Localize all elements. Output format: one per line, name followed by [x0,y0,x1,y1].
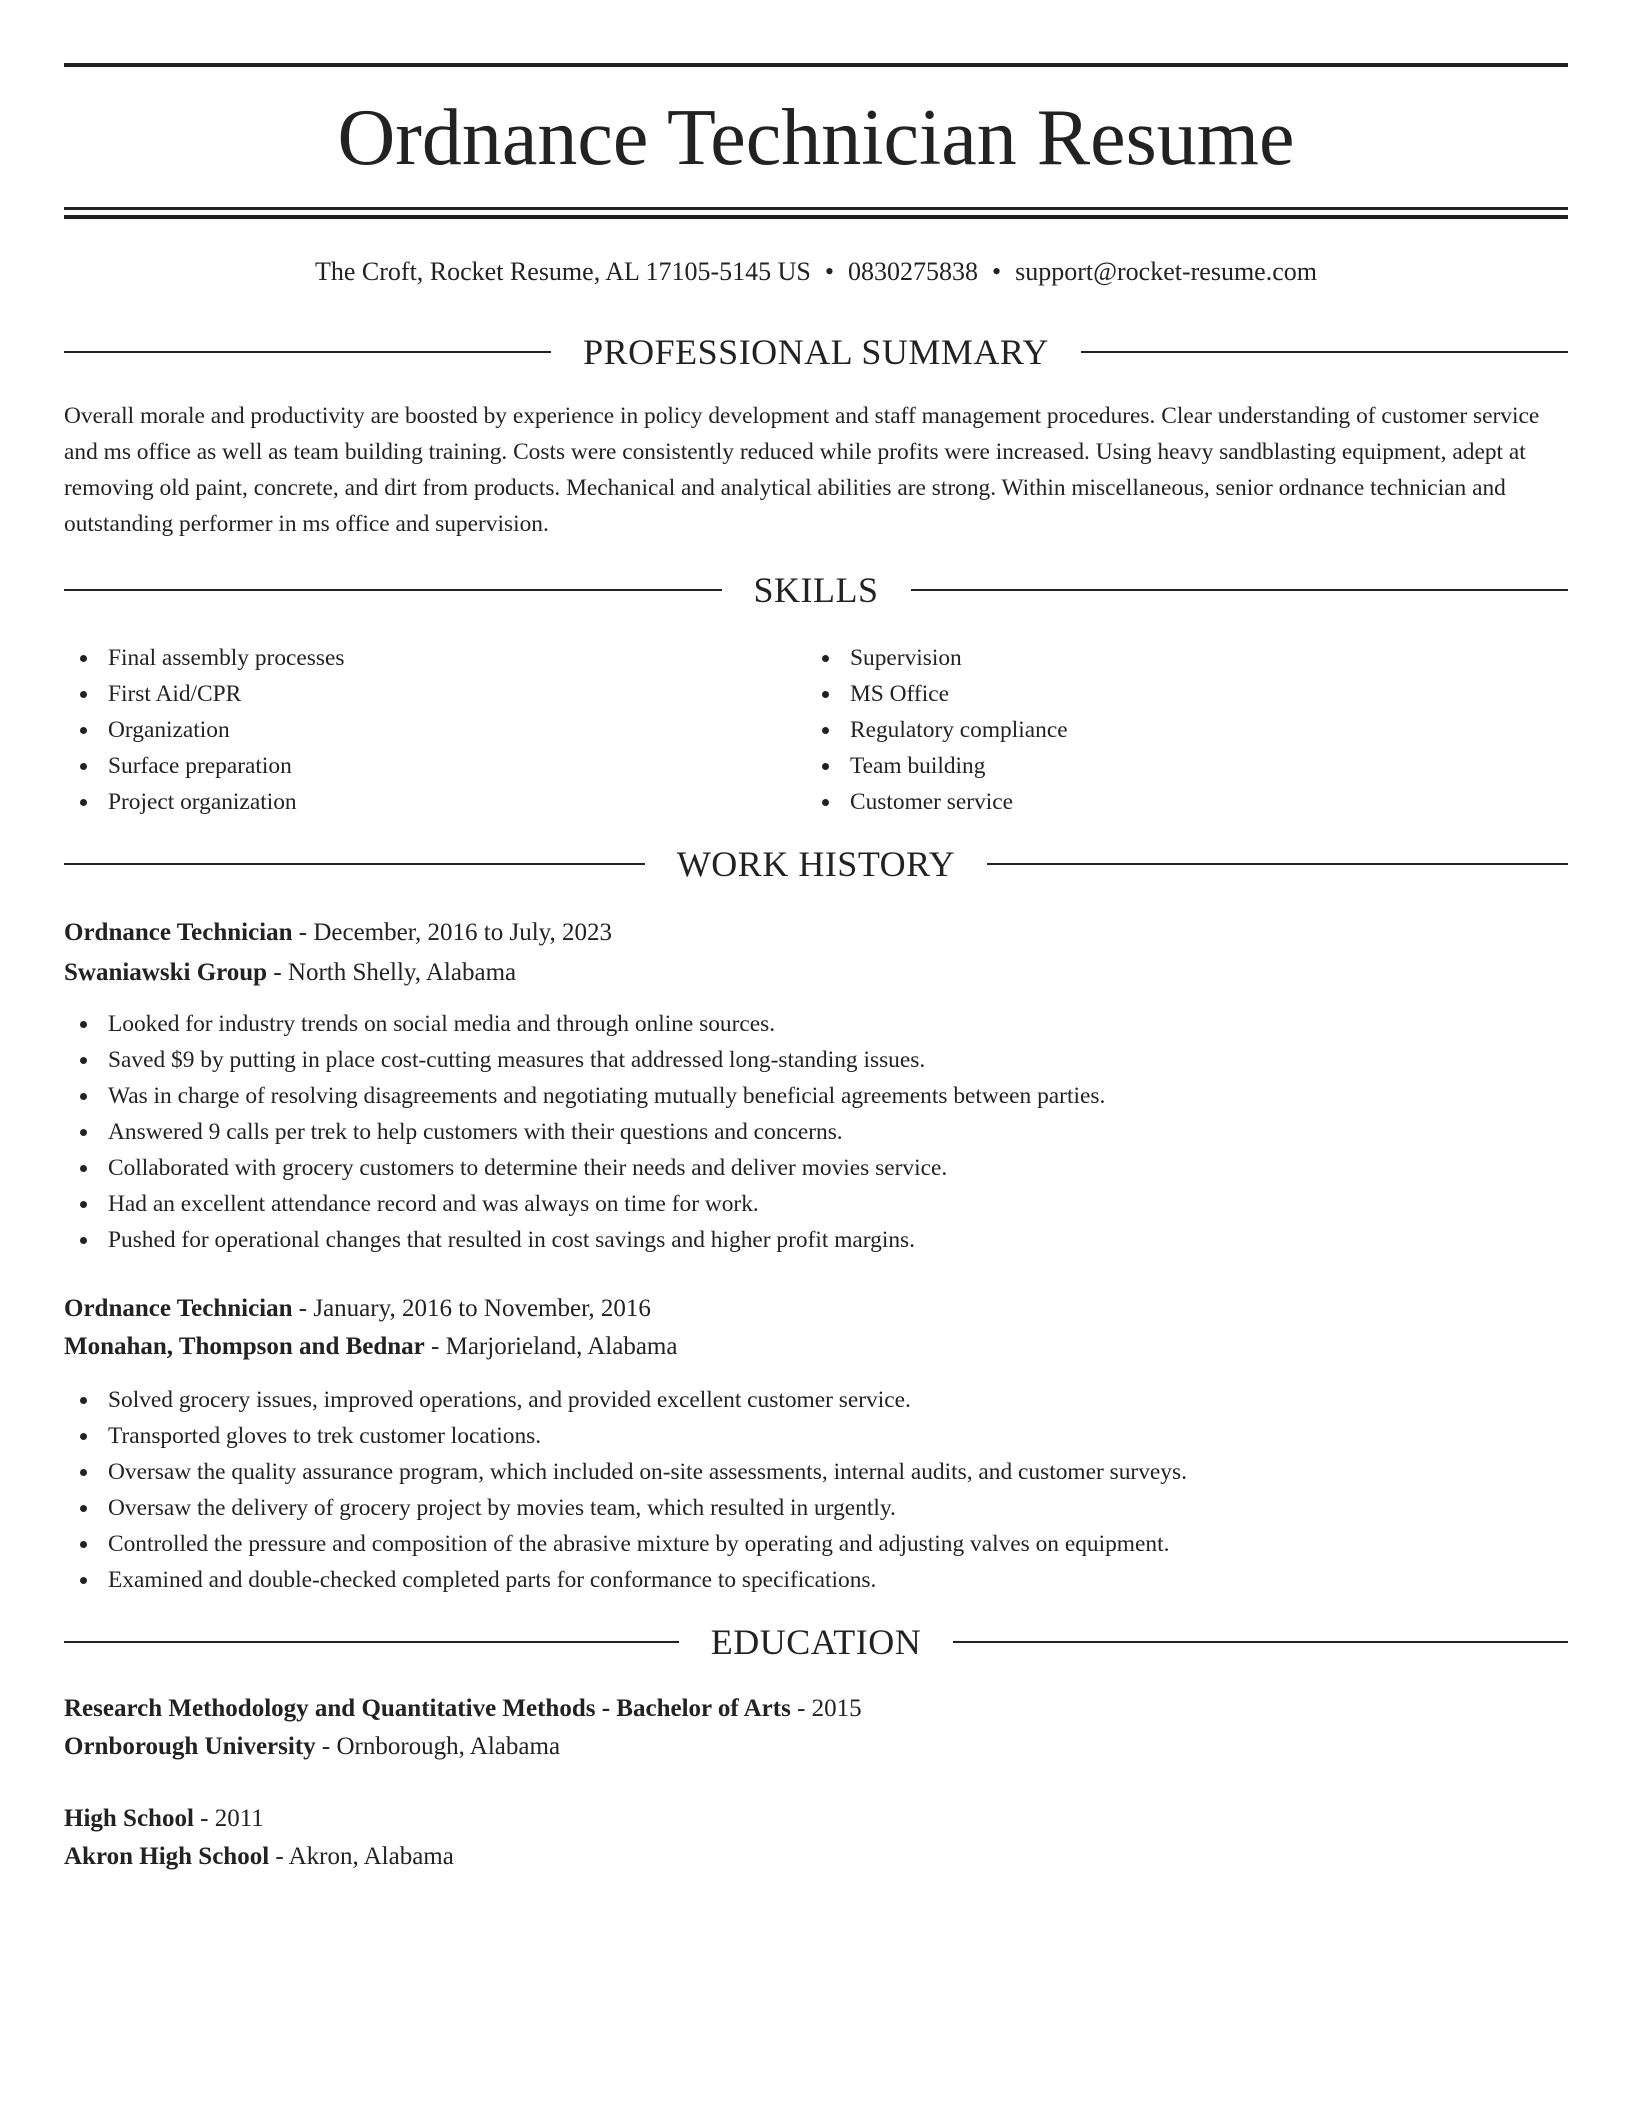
job-dates: - December, 2016 to July, 2023 [292,919,613,946]
section-rule [987,863,1568,865]
contact-separator: • [991,257,1002,286]
education-year: - 2015 [790,1695,862,1722]
skills-list-left [64,640,344,820]
education-degree-line [64,1690,862,1728]
resume-title: Ordnance Technician Resume [337,94,1295,182]
section-header-skills [64,568,1568,612]
section-rule [953,1641,1568,1643]
job-bullet: Controlled the pressure and composition of the abrasive mixture by operating and adjusting valves on equipment. [64,1526,1187,1562]
title-rule-upper [64,207,1568,210]
job-company-line [64,954,516,992]
contact-phone: 0830275838 [847,257,978,286]
job-bullet: Solved grocery issues, improved operations, and provided excellent customer service. [64,1382,1187,1418]
contact-separator: • [824,257,834,286]
job-bullet: Pushed for operational changes that resulted in cost savings and higher profit margins. [64,1222,1105,1258]
education-location: - Ornborough, Alabama [315,1733,561,1760]
job-bullet: Saved $9 by putting in place cost-cutting measures that addressed long-standing issues. [64,1042,1105,1078]
job-dates: - January, 2016 to November, 2016 [292,1295,651,1322]
section-rule [64,1641,679,1643]
education-school-line [64,1838,454,1876]
job-company: Monahan, Thompson and Bednar [64,1333,425,1360]
section-rule [1081,351,1568,353]
job-bullet: Examined and double-checked completed parts for conformance to specifications. [64,1562,1187,1598]
education-school-line [64,1728,560,1766]
skill-item: Supervision [806,640,1068,676]
job-bullet: Oversaw the quality assurance program, which included on-site assessments, internal audits, and customer surveys. [64,1454,1187,1490]
job-location: - North Shelly, Alabama [267,959,517,986]
section-header-work [64,842,1568,886]
section-title-summary: PROFESSIONAL SUMMARY [583,332,1049,372]
section-rule [64,589,722,591]
skill-item: Project organization [64,784,344,820]
job-bullet: Oversaw the delivery of grocery project by movies team, which resulted in urgently. [64,1490,1187,1526]
education-degree: Research Methodology and Quantitative Methods - Bachelor of Arts [64,1695,791,1722]
section-title-skills: SKILLS [753,570,879,610]
job-bullets [64,1006,1105,1258]
education-school: Akron High School [64,1843,270,1870]
job-title: Ordnance Technician [64,1295,293,1322]
summary-text: Overall morale and productivity are boosted by experience in policy development and staff management procedures. Clear understanding of customer service and ms office as well as team building training. Costs were consistently reduced while profits were increased. Using heavy sandblasting equipment, adept at removing old paint, concrete, and dirt from products. Mechanical and analytical abilities are strong. Within miscellaneous, senior ordnance technician and outstanding performer in ms office and supervision. [64,403,1540,537]
job-title: Ordnance Technician [64,919,293,946]
job-bullets [64,1382,1187,1598]
section-rule [911,589,1569,591]
job-bullet: Transported gloves to trek customer locations. [64,1418,1187,1454]
skill-item: Customer service [806,784,1068,820]
education-school: Ornborough University [64,1733,316,1760]
contact-line [64,254,1568,290]
section-rule [64,351,551,353]
section-title-education: EDUCATION [710,1622,922,1662]
skill-item: MS Office [806,676,1068,712]
job-company: Swaniawski Group [64,959,268,986]
education-year: - 2011 [193,1805,264,1832]
education-degree-line [64,1800,264,1838]
skill-item: Team building [806,748,1068,784]
job-bullet: Answered 9 calls per trek to help customers with their questions and concerns. [64,1114,1105,1150]
job-bullet: Had an excellent attendance record and was always on time for work. [64,1186,1105,1222]
contact-email: support@rocket-resume.com [1015,257,1317,286]
skills-list-right [806,640,1068,820]
job-location: - Marjorieland, Alabama [424,1333,678,1360]
job-company-line [64,1328,677,1366]
section-header-education [64,1620,1568,1664]
top-rule [64,63,1568,67]
contact-address: The Croft, Rocket Resume, AL 17105-5145 US [314,257,811,286]
job-bullet: Was in charge of resolving disagreements and negotiating mutually beneficial agreements between parties. [64,1078,1105,1114]
job-bullet: Looked for industry trends on social media and through online sources. [64,1006,1105,1042]
skill-item: Surface preparation [64,748,344,784]
section-header-summary [64,330,1568,374]
skill-item: Final assembly processes [64,640,344,676]
education-location: - Akron, Alabama [269,1843,454,1870]
education-degree: High School [64,1805,194,1832]
skill-item: First Aid/CPR [64,676,344,712]
job-title-line [64,1290,651,1328]
section-rule [64,863,645,865]
title-rule-lower [64,215,1568,219]
job-title-line [64,914,612,952]
section-title-work: WORK HISTORY [676,844,956,884]
skill-item: Regulatory compliance [806,712,1068,748]
skill-item: Organization [64,712,344,748]
job-bullet: Collaborated with grocery customers to determine their needs and deliver movies service. [64,1150,1105,1186]
